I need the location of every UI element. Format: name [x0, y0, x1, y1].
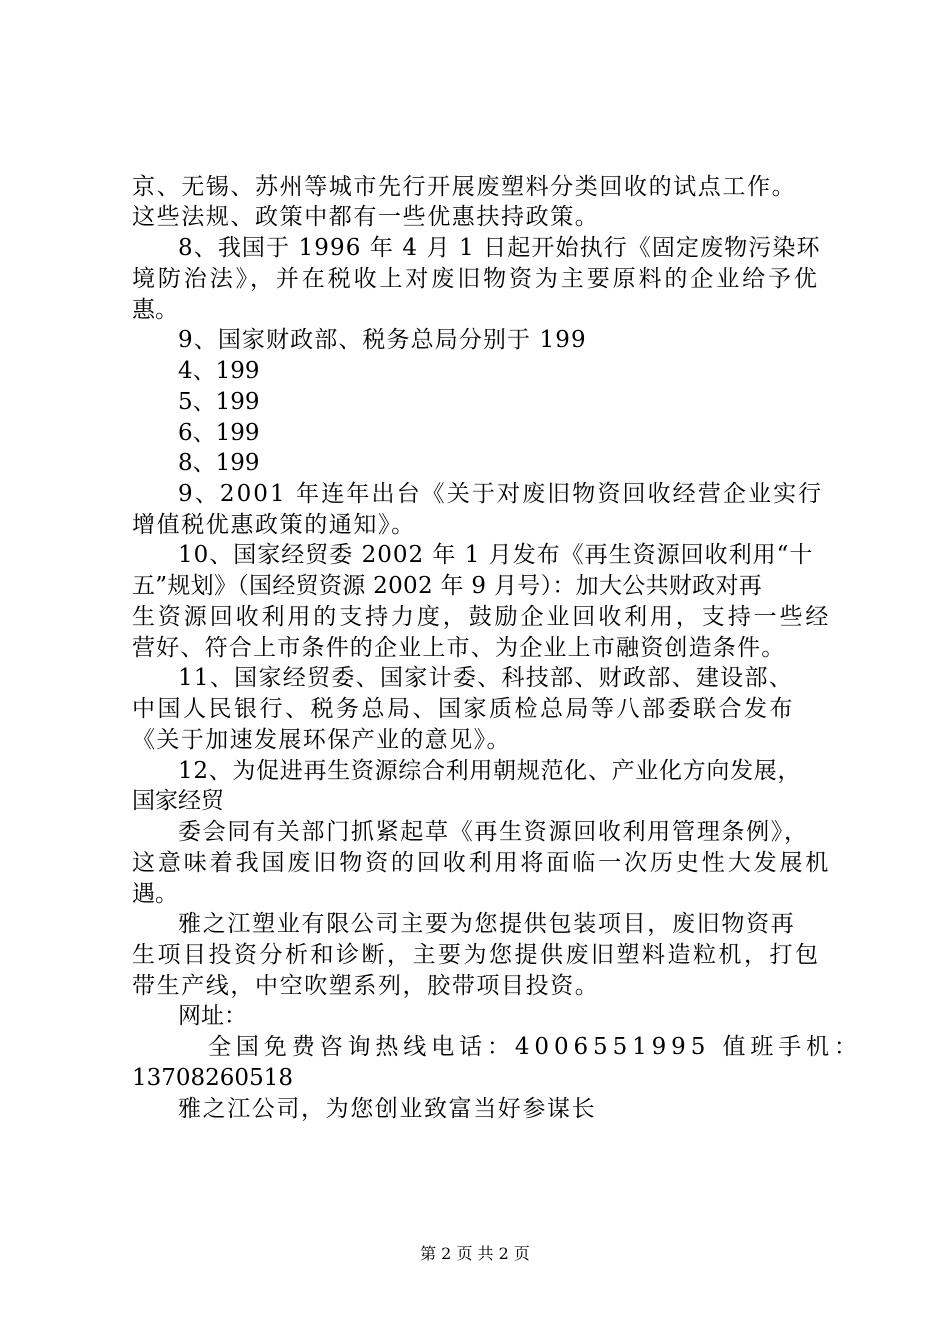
text-line: 这意味着我国废旧物资的回收利用将面临一次历史性大发展机 [132, 850, 832, 876]
text-line: 生项目投资分析和诊断，主要为您提供废旧塑料造粒机，打包 [132, 942, 821, 968]
text-line: 五”规划》（国经贸资源 2002 年 9 月号）：加大公共财政对再 [132, 573, 763, 599]
text-line: 雅之江塑业有限公司主要为您提供包装项目，废旧物资再 [178, 911, 796, 937]
text-line: 6、199 [178, 420, 260, 446]
text-line: 13708260518 [132, 1065, 293, 1091]
text-line: 12、为促进再生资源综合利用朝规范化、产业化方向发展， [178, 758, 802, 784]
text-line: 雅之江公司，为您创业致富当好参谋长 [178, 1096, 597, 1122]
text-line: 委会同有关部门抓紧起草《再生资源回收利用管理条例》， [178, 819, 809, 845]
page-number-footer: 第 2 页 共 2 页 [420, 1244, 530, 1263]
text-line: 遇。 [132, 881, 178, 907]
text-line: 营好、符合上市条件的企业上市、为企业上市融资创造条件。 [132, 635, 786, 661]
text-line: 10、国家经贸委 2002 年 1 月发布《再生资源回收利用“十 [178, 542, 814, 568]
text-line: 生资源回收利用的支持力度，鼓励企业回收利用，支持一些经 [132, 604, 832, 630]
text-line: 网址： [178, 1003, 247, 1029]
text-line: 惠。 [132, 297, 178, 323]
text-line: 8、我国于 1996 年 4 月 1 日起开始执行《固定废物污染环 [178, 235, 821, 261]
text-line: 4、199 [178, 358, 260, 384]
text-line: 这些法规、政策中都有一些优惠扶持政策。 [132, 204, 600, 230]
text-line: 8、199 [178, 450, 260, 476]
text-line: 中国人民银行、税务总局、国家质检总局等八部委联合发布 [132, 696, 795, 722]
text-line: 5、199 [178, 389, 260, 415]
text-line: 9、2001 年连年出台《关于对废旧物资回收经营企业实行 [178, 481, 824, 507]
text-line: 全国免费咨询热线电话：4006551995 值班手机： [208, 1034, 862, 1060]
text-line: 11、国家经贸委、国家计委、科技部、财政部、建设部、 [178, 665, 794, 691]
text-line: 《关于加速发展环保产业的意见》。 [132, 727, 511, 753]
text-line: 国家经贸 [132, 788, 224, 814]
text-line: 增值税优惠政策的通知》。 [132, 512, 416, 538]
text-line: 境防治法》，并在税收上对废旧物资为主要原料的企业给予优 [132, 266, 820, 292]
text-line: 9、国家财政部、税务总局分别于 199 [178, 327, 587, 353]
text-line: 带生产线，中空吹塑系列，胶带项目投资。 [132, 973, 600, 999]
text-line: 京、无锡、苏州等城市先行开展废塑料分类回收的试点工作。 [132, 174, 797, 200]
